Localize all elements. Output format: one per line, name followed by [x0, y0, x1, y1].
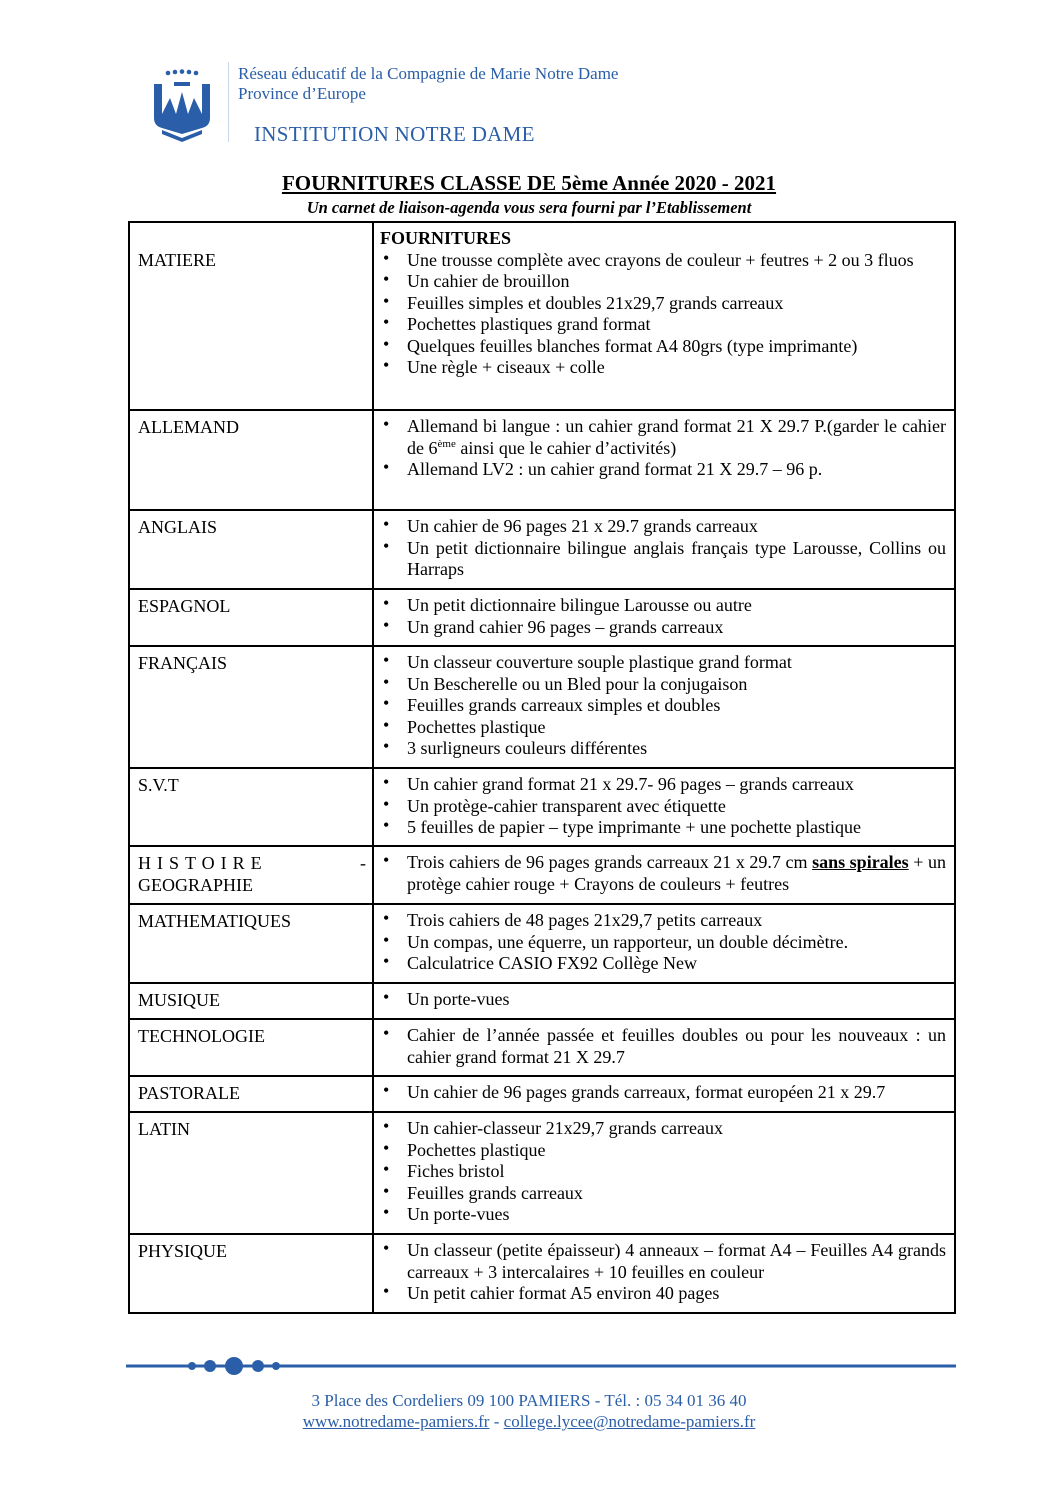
items-cell	[373, 222, 955, 410]
list-item: • Un compas, une équerre, un rapporteur, un double décimètre.	[380, 932, 946, 954]
institution-name: INSTITUTION NOTRE DAME	[254, 122, 535, 146]
letterhead	[140, 60, 840, 150]
list-item: • Pochettes plastique	[380, 1140, 946, 1162]
list-item: • Un cahier grand format 21 x 29.7- 96 pages – grands carreaux	[380, 774, 946, 796]
email-link[interactable]: college.lycee@notredame-pamiers.fr	[503, 1412, 756, 1431]
superscript: ème	[437, 437, 456, 450]
table-row	[129, 904, 955, 983]
footer-address: 3 Place des Cordeliers 09 100 PAMIERS - Tél. : 05 34 01 36 40	[311, 1391, 747, 1410]
supply-list	[380, 1025, 946, 1068]
items-cell	[373, 589, 955, 646]
supply-list	[380, 852, 946, 895]
list-item: • Trois cahiers de 48 pages 21x29,7 petits carreaux	[380, 910, 946, 932]
page-subtitle: Un carnet de liaison-agenda vous sera fourni par l’Etablissement	[306, 198, 752, 217]
list-item: • Pochettes plastiques grand format	[380, 314, 946, 336]
supply-list	[380, 516, 946, 581]
list-item: • Feuilles grands carreaux	[380, 1183, 946, 1205]
footer-separator: -	[489, 1412, 504, 1431]
list-item: • Un classeur couverture souple plastique grand format	[380, 652, 946, 674]
subject-label: FRANÇAIS	[138, 653, 228, 673]
subject-label: MATIERE	[138, 250, 216, 270]
subject-cell	[129, 1234, 373, 1313]
items-cell	[373, 1112, 955, 1234]
supply-list	[380, 250, 946, 379]
list-item: • Un cahier-classeur 21x29,7 grands carreaux	[380, 1118, 946, 1140]
supplies-table	[128, 221, 956, 1314]
list-item: • Une trousse complète avec crayons de couleur + feutres + 2 ou 3 fluos	[380, 250, 946, 272]
list-item: • Un porte-vues	[380, 1204, 946, 1226]
subject-label: TECHNOLOGIE	[138, 1026, 265, 1046]
list-item: • Feuilles simples et doubles 21x29,7 grands carreaux	[380, 293, 946, 315]
table-row	[129, 589, 955, 646]
items-cell	[373, 904, 955, 983]
subject-cell	[129, 1019, 373, 1076]
subject-label: S.V.T	[138, 775, 179, 795]
network-name	[238, 64, 618, 104]
item-text: Trois cahiers de 96 pages grands carreaux 21 x 29.7 cm	[407, 852, 813, 872]
list-item: • Pochettes plastique	[380, 717, 946, 739]
list-item: • Un cahier de 96 pages grands carreaux, format européen 21 x 29.7	[380, 1082, 946, 1104]
subject-label: ANGLAIS	[138, 517, 217, 537]
subject-dash: -	[360, 853, 366, 873]
table-row	[129, 410, 955, 510]
list-item: • 5 feuilles de papier – type imprimante + une pochette plastique	[380, 817, 946, 839]
supplies-heading: FOURNITURES	[380, 228, 512, 248]
items-cell	[373, 410, 955, 510]
network-label: Réseau éducatif de la Compagnie de Marie Notre Dame	[238, 64, 619, 83]
table-row	[129, 768, 955, 846]
supply-list	[380, 910, 946, 975]
footer-contacts	[0, 1411, 1058, 1432]
list-item: • Quelques feuilles blanches format A4 80grs (type imprimante)	[380, 336, 946, 358]
subject-label: ALLEMAND	[138, 417, 239, 437]
list-item: • Cahier de l’année passée et feuilles doubles ou pour les nouveaux : un cahier grand format 21 X 29.7	[380, 1025, 946, 1068]
subject-cell	[129, 1112, 373, 1234]
items-cell	[373, 768, 955, 846]
table-row	[129, 1019, 955, 1076]
list-item: • Un cahier de 96 pages 21 x 29.7 grands carreaux	[380, 516, 946, 538]
table-row	[129, 222, 955, 410]
header-divider	[228, 62, 229, 142]
item-text: Allemand bi langue : un cahier grand format 21 X 29.7 P.(garder le cahier de 6	[407, 416, 946, 458]
list-item: • Un petit dictionnaire bilingue Larousse ou autre	[380, 595, 946, 617]
items-cell	[373, 1076, 955, 1112]
subject-cell	[129, 768, 373, 846]
footer	[0, 1390, 1058, 1432]
supply-list	[380, 416, 946, 481]
subject-label	[138, 853, 366, 875]
school-crest-icon	[148, 68, 216, 144]
supply-list	[380, 1082, 946, 1104]
items-cell	[373, 1234, 955, 1313]
table-row	[129, 846, 955, 904]
list-item: • Un petit dictionnaire bilingue anglais français type Larousse, Collins ou Harraps	[380, 538, 946, 581]
subject-cell	[129, 646, 373, 768]
list-item: • Un protège-cahier transparent avec étiquette	[380, 796, 946, 818]
table-row	[129, 1076, 955, 1112]
subject-label: MATHEMATIQUES	[138, 911, 291, 931]
subject-part: HISTOIRE	[138, 853, 268, 873]
emphasis-text: sans spirales	[812, 852, 909, 872]
province-label: Province d’Europe	[238, 84, 366, 103]
list-item	[380, 852, 946, 895]
subject-cell	[129, 983, 373, 1019]
items-cell	[373, 1019, 955, 1076]
subject-cell	[129, 410, 373, 510]
list-item: • Une règle + ciseaux + colle	[380, 357, 946, 379]
table-row	[129, 1234, 955, 1313]
table-row	[129, 983, 955, 1019]
list-item: • Fiches bristol	[380, 1161, 946, 1183]
subject-cell	[129, 904, 373, 983]
item-text: ainsi que le cahier d’activités)	[455, 437, 677, 458]
subject-label: PHYSIQUE	[138, 1241, 228, 1261]
list-item: • Un grand cahier 96 pages – grands carreaux	[380, 617, 946, 639]
list-item: • Un porte-vues	[380, 989, 946, 1011]
supply-list	[380, 595, 946, 638]
supply-list	[380, 774, 946, 839]
table-row	[129, 510, 955, 589]
subject-cell	[129, 510, 373, 589]
subject-part: GEOGRAPHIE	[138, 874, 253, 895]
supply-list	[380, 1118, 946, 1226]
subject-label: MUSIQUE	[138, 990, 221, 1010]
table-row	[129, 646, 955, 768]
list-item: • 3 surligneurs couleurs différentes	[380, 738, 946, 760]
subject-cell	[129, 222, 373, 410]
list-item	[380, 416, 946, 459]
page-title: FOURNITURES CLASSE DE 5ème Année 2020 - 2021	[281, 171, 777, 195]
items-cell	[373, 983, 955, 1019]
list-item: • Un Bescherelle ou un Bled pour la conjugaison	[380, 674, 946, 696]
list-item: • Feuilles grands carreaux simples et doubles	[380, 695, 946, 717]
items-cell	[373, 510, 955, 589]
supply-list	[380, 989, 946, 1011]
table-row	[129, 1112, 955, 1234]
list-item: • Allemand LV2 : un cahier grand format 21 X 29.7 – 96 p.	[380, 459, 946, 481]
supply-list	[380, 652, 946, 760]
list-item: • Un petit cahier format A5 environ 40 pages	[380, 1283, 946, 1305]
items-cell	[373, 846, 955, 904]
list-item: • Un cahier de brouillon	[380, 271, 946, 293]
subject-label: PASTORALE	[138, 1083, 241, 1103]
subject-label: ESPAGNOL	[138, 596, 231, 616]
items-cell	[373, 646, 955, 768]
subject-cell	[129, 846, 373, 904]
item-text: + un protège cahier rouge + Crayons de couleurs + feutres	[407, 852, 946, 894]
footer-divider-icon	[126, 1356, 956, 1376]
subject-label: LATIN	[138, 1119, 190, 1139]
supply-list	[380, 1240, 946, 1305]
subject-cell	[129, 1076, 373, 1112]
subject-cell	[129, 589, 373, 646]
website-link[interactable]: www.notredame-pamiers.fr	[302, 1412, 490, 1431]
list-item: • Calculatrice CASIO FX92 Collège New	[380, 953, 946, 975]
list-item: • Un classeur (petite épaisseur) 4 anneaux – format A4 – Feuilles A4 grands carreaux + 3 intercalaires + 10 feuilles en couleur	[380, 1240, 946, 1283]
